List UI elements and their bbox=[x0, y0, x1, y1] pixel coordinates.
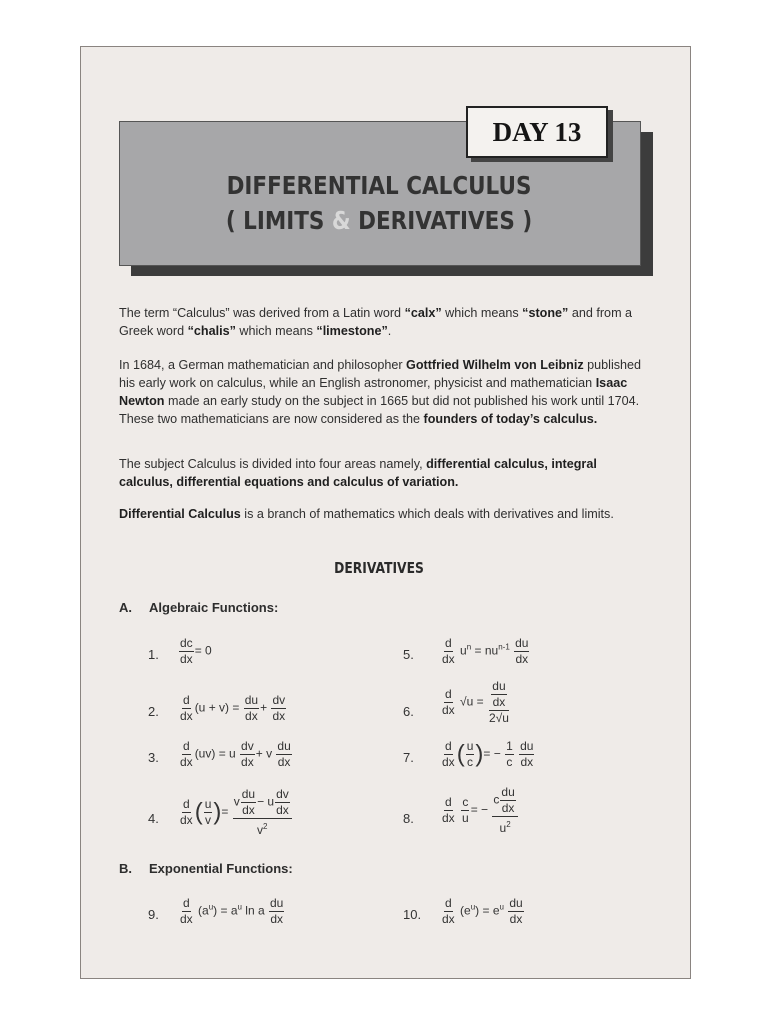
section-a-heading: A. Algebraic Functions: bbox=[119, 600, 279, 615]
page-subtitle bbox=[155, 206, 602, 235]
formula-number-4: 4. bbox=[148, 811, 159, 826]
intro-paragraph-4: Differential Calculus is a branch of mathematics which deals with derivatives and limits. bbox=[119, 507, 614, 521]
formula-1: $\frac{dc}{dx}$ = 0 bbox=[180, 636, 212, 666]
section-b-heading: B. Exponential Functions: bbox=[119, 861, 293, 876]
subtitle-ampersand: & bbox=[331, 206, 351, 235]
derivatives-heading: DERIVATIVES bbox=[334, 559, 424, 577]
page-title: DIFFERENTIAL CALCULUS bbox=[226, 171, 532, 200]
intro-paragraph-2: In 1684, a German mathematician and philosopher Gottfried Wilhelm von Leibniz published his early work on calculus, while an English astronomer, physicist and mathematician Isaac Newton made an early study on the subject in 1665 but did not published his work until 1704. These two mathematicians are now considered as the founders of today’s calculus. bbox=[119, 358, 642, 426]
subtitle-part-2: DERIVATIVES ) bbox=[350, 206, 533, 235]
formula-9: $\frac{d}{dx}$ $(a^u) = a^u$ ln a $\frac{du}{dx}$ bbox=[180, 896, 284, 926]
formula-number-10: 10. bbox=[403, 907, 422, 922]
subtitle-part-1: ( LIMITS bbox=[225, 206, 332, 235]
formula-number-1: 1. bbox=[148, 647, 159, 662]
formula-number-5: 5. bbox=[403, 647, 414, 662]
formula-number-7: 7. bbox=[403, 750, 414, 765]
formula-number-6: 6. bbox=[403, 704, 414, 719]
formula-6: $\frac{d}{dx}$ √u = $\frac{\frac{du}{dx}}{2√u}$ bbox=[442, 679, 509, 725]
intro-paragraph-3: The subject Calculus is divided into four areas namely, differential calculus, integral calculus, differential equations and calculus of variation. bbox=[119, 457, 597, 489]
formula-number-8: 8. bbox=[403, 811, 414, 826]
formula-5: $\frac{d}{dx}$ $u^n = nu^{n-1}$ $\frac{du}{dx}$ bbox=[442, 636, 529, 666]
formula-8: $\frac{d}{dx}$ $\frac{c}{u}$ = − c $\frac{du}{dx}$ $u^2$ bbox=[440, 786, 519, 835]
intro-paragraph-1: The term “Calculus” was derived from a Latin word “calx” which means “stone” and from a Greek word “chalis” which means “limestone”. bbox=[119, 306, 633, 338]
formula-4: $\frac{d}{dx}$ ( $\frac{u}{v}$ )= v $\frac{du}{dx}$ − u $\frac{dv}{dx}$ $v^2$ bbox=[178, 788, 293, 837]
formula-number-2: 2. bbox=[148, 704, 159, 719]
formula-2: $\frac{d}{dx}$ (u + v) = $\frac{du}{dx}$ + $\frac{dv}{dx}$ bbox=[180, 693, 286, 723]
day-label: DAY 13 bbox=[466, 106, 608, 158]
formula-number-3: 3. bbox=[148, 750, 159, 765]
formula-10: $\frac{d}{dx}$ $(e^u) = e^u$ $\frac{du}{dx}$ bbox=[442, 896, 523, 926]
formula-7: $\frac{d}{dx}$ ( $\frac{u}{c}$ )= − $\frac{1}{c}$ $\frac{du}{dx}$ bbox=[442, 739, 534, 769]
formula-number-9: 9. bbox=[148, 907, 159, 922]
formula-3: $\frac{d}{dx}$ (uv) = u $\frac{dv}{dx}$ + v $\frac{du}{dx}$ bbox=[180, 739, 291, 769]
